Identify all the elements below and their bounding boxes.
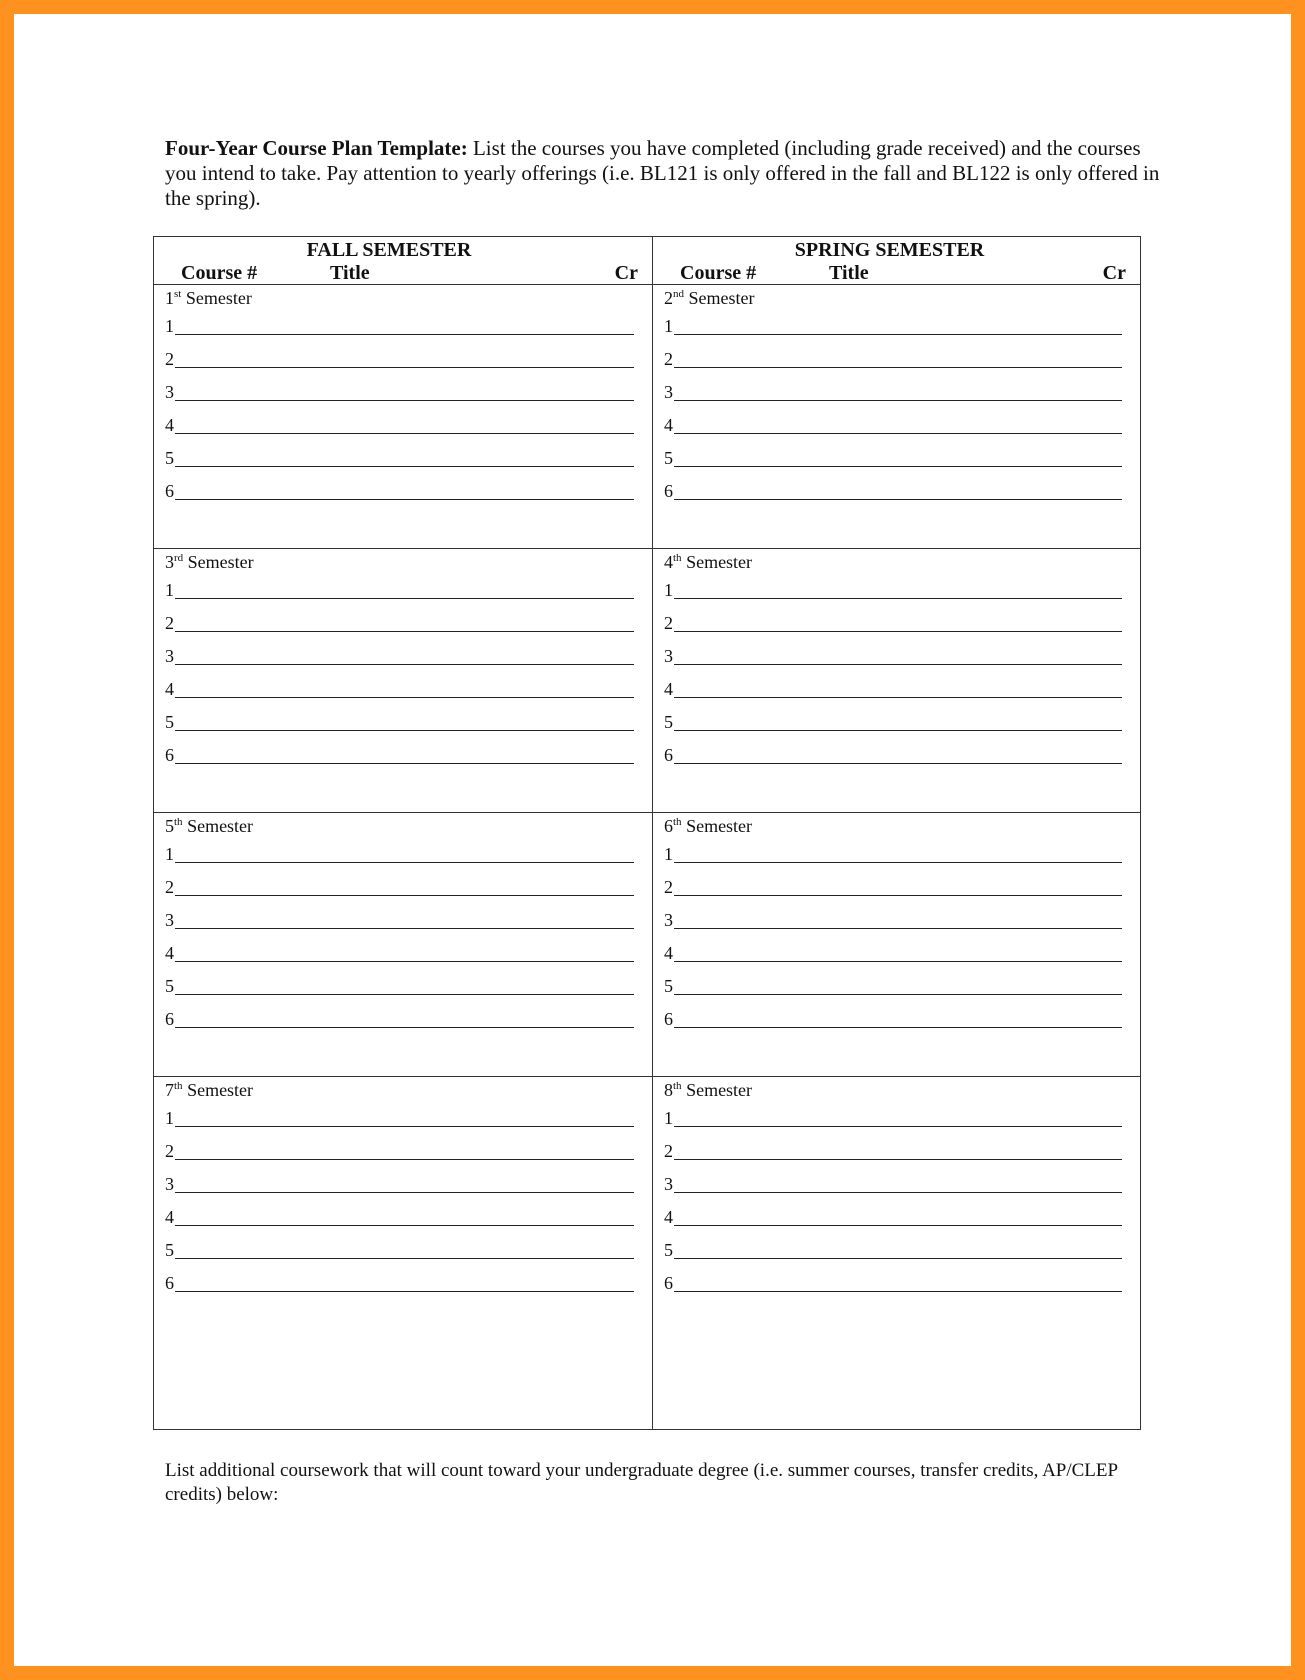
semester-label <box>165 816 253 836</box>
entry-underline <box>674 598 1122 599</box>
line-number: 2 <box>165 1141 174 1161</box>
line-number: 6 <box>165 745 174 765</box>
fall-title-col: Title <box>330 262 370 284</box>
course-entry-line[interactable] <box>165 345 634 369</box>
course-entry-line[interactable] <box>664 939 1122 963</box>
semester-cell <box>653 813 1140 1077</box>
entry-underline <box>175 433 634 434</box>
entry-underline <box>674 1192 1122 1193</box>
course-entry-line[interactable] <box>165 1269 634 1293</box>
entry-underline <box>674 862 1122 863</box>
course-entry-line[interactable] <box>165 741 634 765</box>
line-number: 1 <box>165 580 174 600</box>
entry-underline <box>175 1258 634 1259</box>
course-entry-line[interactable] <box>664 378 1122 402</box>
entry-underline <box>175 994 634 995</box>
entry-underline <box>175 598 634 599</box>
semester-number: 2 <box>664 288 673 308</box>
entry-underline <box>175 466 634 467</box>
semester-word: Semester <box>686 816 753 836</box>
course-entry-line[interactable] <box>165 576 634 600</box>
course-entry-line[interactable] <box>165 708 634 732</box>
course-entry-line[interactable] <box>165 1170 634 1194</box>
line-number: 4 <box>664 415 673 435</box>
line-number: 1 <box>165 1108 174 1128</box>
entry-underline <box>175 367 634 368</box>
line-number: 1 <box>664 316 673 336</box>
line-number: 2 <box>664 349 673 369</box>
line-number: 1 <box>165 316 174 336</box>
fall-header <box>154 237 652 285</box>
line-number: 3 <box>165 646 174 666</box>
semester-ordinal-suffix: th <box>174 816 183 828</box>
line-number: 2 <box>165 877 174 897</box>
line-number: 3 <box>165 1174 174 1194</box>
line-number: 3 <box>165 382 174 402</box>
entry-underline <box>175 1291 634 1292</box>
intro-heading: Four-Year Course Plan Template: <box>165 136 468 160</box>
entry-underline <box>175 763 634 764</box>
course-entry-line[interactable] <box>165 444 634 468</box>
entry-underline <box>175 697 634 698</box>
line-number: 1 <box>165 844 174 864</box>
entry-underline <box>674 664 1122 665</box>
entry-underline <box>674 895 1122 896</box>
course-entry-line[interactable] <box>664 1170 1122 1194</box>
course-entry-line[interactable] <box>664 1104 1122 1128</box>
semester-number: 1 <box>165 288 174 308</box>
entry-underline <box>674 1225 1122 1226</box>
document-page <box>14 14 1291 1666</box>
course-entry-line[interactable] <box>165 972 634 996</box>
entry-underline <box>674 961 1122 962</box>
semester-cell <box>154 549 652 813</box>
line-number: 2 <box>664 1141 673 1161</box>
semester-word: Semester <box>686 1080 753 1100</box>
course-entry-line[interactable] <box>165 411 634 435</box>
course-entry-line[interactable] <box>165 675 634 699</box>
line-number: 4 <box>165 943 174 963</box>
fall-semester-title: FALL SEMESTER <box>306 239 472 261</box>
semester-cell <box>653 285 1140 549</box>
entry-underline <box>175 631 634 632</box>
entry-underline <box>175 400 634 401</box>
semester-number: 4 <box>664 552 673 572</box>
course-entry-line[interactable] <box>664 1005 1122 1029</box>
semester-ordinal-suffix: th <box>673 1080 682 1092</box>
course-entry-line[interactable] <box>165 1005 634 1029</box>
line-number: 3 <box>664 910 673 930</box>
course-entry-line[interactable] <box>664 411 1122 435</box>
entry-underline <box>674 334 1122 335</box>
line-number: 5 <box>664 976 673 996</box>
spring-credit-col: Cr <box>1102 262 1126 284</box>
line-number: 5 <box>664 1240 673 1260</box>
course-entry-line[interactable] <box>664 675 1122 699</box>
semester-word: Semester <box>686 552 753 572</box>
semester-cell <box>154 1077 652 1356</box>
line-number: 4 <box>664 679 673 699</box>
course-entry-line[interactable] <box>165 378 634 402</box>
semester-label <box>165 288 252 308</box>
fall-course-col: Course # <box>181 262 258 284</box>
line-number: 6 <box>664 1009 673 1029</box>
course-entry-line[interactable] <box>165 1137 634 1161</box>
line-number: 5 <box>165 448 174 468</box>
course-entry-line[interactable] <box>165 1236 634 1260</box>
entry-underline <box>674 433 1122 434</box>
intro-text: List the courses you have completed (including grade received) and the courses you intend to take. Pay attention to yearly offerings (i.e. BL121 is only offered in the fall and BL122 is only offered in the spring). <box>165 136 1160 210</box>
line-number: 2 <box>165 613 174 633</box>
entry-underline <box>175 1126 634 1127</box>
entry-underline <box>674 400 1122 401</box>
line-number: 6 <box>664 1273 673 1293</box>
course-entry-line[interactable] <box>664 1269 1122 1293</box>
semester-number: 5 <box>165 816 174 836</box>
line-number: 6 <box>165 1009 174 1029</box>
line-number: 5 <box>664 712 673 732</box>
line-number: 1 <box>664 1108 673 1128</box>
course-entry-line[interactable] <box>165 1104 634 1128</box>
course-entry-line[interactable] <box>165 906 634 930</box>
semester-label <box>165 552 254 572</box>
line-number: 6 <box>664 745 673 765</box>
entry-underline <box>674 1027 1122 1028</box>
entry-underline <box>175 334 634 335</box>
course-entry-line[interactable] <box>165 1203 634 1227</box>
course-entry-line[interactable] <box>664 708 1122 732</box>
course-entry-line[interactable] <box>664 345 1122 369</box>
entry-underline <box>175 1027 634 1028</box>
semester-word: Semester <box>185 288 252 308</box>
entry-underline <box>175 730 634 731</box>
semester-label <box>664 1080 752 1100</box>
entry-underline <box>175 961 634 962</box>
line-number: 4 <box>165 415 174 435</box>
course-entry-line[interactable] <box>664 576 1122 600</box>
semester-label <box>165 1080 253 1100</box>
course-entry-line[interactable] <box>165 873 634 897</box>
line-number: 2 <box>664 877 673 897</box>
course-entry-line[interactable] <box>664 840 1122 864</box>
semester-word: Semester <box>187 552 254 572</box>
course-entry-line[interactable] <box>664 444 1122 468</box>
course-entry-line[interactable] <box>165 477 634 501</box>
spring-header <box>653 237 1140 285</box>
entry-underline <box>674 1291 1122 1292</box>
entry-underline <box>674 763 1122 764</box>
entry-underline <box>674 1258 1122 1259</box>
entry-underline <box>674 466 1122 467</box>
semester-cell <box>653 549 1140 813</box>
course-entry-line[interactable] <box>664 741 1122 765</box>
line-number: 5 <box>165 1240 174 1260</box>
course-entry-line[interactable] <box>664 609 1122 633</box>
entry-underline <box>674 631 1122 632</box>
line-number: 5 <box>664 448 673 468</box>
line-number: 3 <box>664 1174 673 1194</box>
line-number: 5 <box>165 712 174 732</box>
semester-number: 3 <box>165 552 174 572</box>
semester-number: 6 <box>664 816 673 836</box>
spring-semester-title: SPRING SEMESTER <box>794 239 985 261</box>
semester-number: 7 <box>165 1080 174 1100</box>
line-number: 6 <box>165 481 174 501</box>
spring-course-col: Course # <box>680 262 757 284</box>
entry-underline <box>175 1159 634 1160</box>
entry-underline <box>674 367 1122 368</box>
semester-label <box>664 552 752 572</box>
line-number: 4 <box>165 1207 174 1227</box>
semester-ordinal-suffix: th <box>673 816 682 828</box>
semester-ordinal-suffix: th <box>174 1080 183 1092</box>
semester-word: Semester <box>688 288 755 308</box>
line-number: 1 <box>664 844 673 864</box>
entry-underline <box>175 895 634 896</box>
semester-word: Semester <box>187 1080 254 1100</box>
course-entry-line[interactable] <box>165 939 634 963</box>
line-number: 6 <box>165 1273 174 1293</box>
semester-ordinal-suffix: nd <box>673 288 684 300</box>
semester-word: Semester <box>187 816 254 836</box>
course-entry-line[interactable] <box>165 312 634 336</box>
course-entry-line[interactable] <box>165 642 634 666</box>
course-entry-line[interactable] <box>664 477 1122 501</box>
entry-underline <box>674 928 1122 929</box>
entry-underline <box>674 1159 1122 1160</box>
line-number: 2 <box>664 613 673 633</box>
entry-underline <box>674 1126 1122 1127</box>
course-entry-line[interactable] <box>165 609 634 633</box>
course-entry-line[interactable] <box>165 840 634 864</box>
entry-underline <box>175 1225 634 1226</box>
entry-underline <box>674 994 1122 995</box>
course-plan-table <box>153 236 1141 1430</box>
line-number: 3 <box>165 910 174 930</box>
entry-underline <box>175 862 634 863</box>
entry-underline <box>674 499 1122 500</box>
line-number: 6 <box>664 481 673 501</box>
entry-underline <box>175 664 634 665</box>
line-number: 4 <box>664 1207 673 1227</box>
semester-number: 8 <box>664 1080 673 1100</box>
course-entry-line[interactable] <box>664 906 1122 930</box>
entry-underline <box>674 697 1122 698</box>
entry-underline <box>175 499 634 500</box>
course-entry-line[interactable] <box>664 873 1122 897</box>
course-entry-line[interactable] <box>664 312 1122 336</box>
line-number: 3 <box>664 646 673 666</box>
course-entry-line[interactable] <box>664 642 1122 666</box>
entry-underline <box>175 1192 634 1193</box>
line-number: 5 <box>165 976 174 996</box>
line-number: 4 <box>664 943 673 963</box>
fall-credit-col: Cr <box>614 262 638 284</box>
semester-label <box>664 816 752 836</box>
semester-cell <box>154 813 652 1077</box>
line-number: 1 <box>664 580 673 600</box>
line-number: 4 <box>165 679 174 699</box>
semester-ordinal-suffix: rd <box>174 552 184 564</box>
semester-ordinal-suffix: th <box>673 552 682 564</box>
entry-underline <box>674 730 1122 731</box>
additional-coursework-note: List additional coursework that will count toward your undergraduate degree (i.e. summer courses, transfer credits, AP/CLEP credits) below: <box>165 1460 1118 1505</box>
course-entry-line[interactable] <box>664 1236 1122 1260</box>
line-number: 3 <box>664 382 673 402</box>
course-entry-line[interactable] <box>664 972 1122 996</box>
course-entry-line[interactable] <box>664 1203 1122 1227</box>
semester-ordinal-suffix: st <box>174 288 182 300</box>
semester-cell <box>154 285 652 549</box>
line-number: 2 <box>165 349 174 369</box>
intro-paragraph <box>165 136 1167 211</box>
spring-title-col: Title <box>829 262 869 284</box>
semester-cell <box>653 1077 1140 1356</box>
course-entry-line[interactable] <box>664 1137 1122 1161</box>
semester-label <box>664 288 754 308</box>
entry-underline <box>175 928 634 929</box>
